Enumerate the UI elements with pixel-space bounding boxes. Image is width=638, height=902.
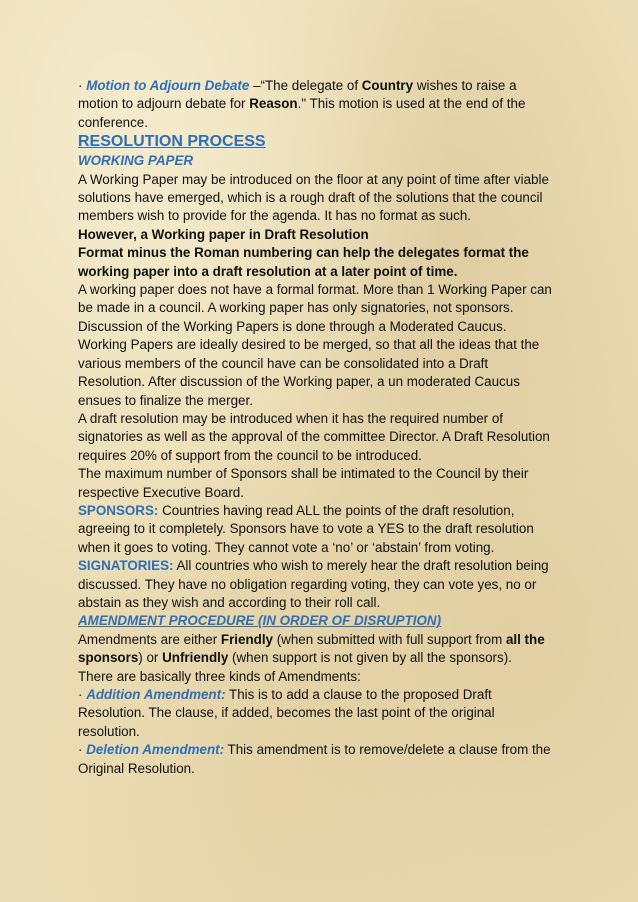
deletion-amendment-paragraph <box>78 741 558 778</box>
sponsors-max-paragraph: The maximum number of Sponsors shall be intimated to the Council by their respective Executive Board. <box>78 466 529 500</box>
working-paper-paragraph-2: A working paper does not have a formal format. More than 1 Working Paper can be made in a council. A working paper has only signatories, not sponsors. Discussion of the Working Papers is done through a Moderated Caucus. Working Papers are ideally desired to be merged, so that all the ideas that the various members of the council have can be consolidated into a Draft Resolution. After discussion of the Working paper, a un moderated Caucus ensues to finalize the merger. <box>78 282 552 408</box>
working-paper-paragraph: A Working Paper may be introduced on the floor at any point of time after viable solutions have emerged, which is a rough draft of the solutions that the council members wish to provide for the agenda. It has no format as such. <box>78 171 549 224</box>
motion-country: Country <box>361 78 414 93</box>
all-sponsors-term: all the sponsors <box>78 631 545 666</box>
bold-note-line1: However, a Working paper in Draft Resolution <box>78 226 369 242</box>
sponsors-text: Countries having read ALL the points of the draft resolution, agreeing to it completely. Sponsors have to vote a YES to the draft resolution when it goes to voting. They cannot vote a ‘no’ or ‘abstain’ from voting. <box>78 502 534 555</box>
deletion-amendment-text: This amendment is to remove/delete a clause from the Original Resolution. <box>78 742 551 776</box>
draft-resolution-paragraph: A draft resolution may be introduced when it has the required number of signatories as well as the approval of the committee Director. A Draft Resolution requires 20% of support from the council to be introduced. <box>78 410 550 463</box>
motion-text: wishes to raise a motion to adjourn debate for <box>78 78 517 112</box>
signatories-label: SIGNATORIES: <box>78 558 174 574</box>
resolution-process-heading: RESOLUTION PROCESS <box>78 133 266 151</box>
amendment-text: Amendments are either <box>78 631 221 647</box>
amendment-kinds-line: There are basically three kinds of Amendments: <box>78 668 361 684</box>
amendment-text: (when support is not given by all the sponsors). <box>228 650 512 666</box>
signatories-text: All countries who wish to merely hear the draft resolution being discussed. They have no obligation regarding voting, they can vote yes, no or abstain as they wish and according to their roll call. <box>78 558 549 610</box>
addition-amendment-title: Addition Amendment: <box>86 687 226 702</box>
motion-title: Motion to Adjourn Debate <box>86 78 250 93</box>
bullet: · <box>78 78 87 93</box>
unfriendly-term: Unfriendly <box>162 650 229 666</box>
motion-adjourn-paragraph <box>78 77 558 132</box>
amendment-text: ) or <box>138 650 163 666</box>
motion-dash: – <box>249 78 261 93</box>
friendly-term: Friendly <box>220 631 273 647</box>
motion-text: “The delegate of <box>260 78 362 93</box>
bullet: · <box>78 687 87 702</box>
bullet: · <box>78 742 87 758</box>
addition-amendment-paragraph <box>78 686 558 741</box>
sponsors-paragraph <box>78 502 558 557</box>
signatories-paragraph <box>78 557 558 612</box>
addition-amendment-text: This is to add a clause to the proposed Draft Resolution. The clause, if added, becomes the last point of the original resolution. <box>78 687 495 739</box>
amendment-text: (when submitted with full support from <box>273 631 506 647</box>
amendment-procedure-heading: AMENDMENT PROCEDURE (IN ORDER OF DISRUPTION) <box>78 613 442 629</box>
motion-text: ." This motion is used at the end of the conference. <box>78 96 526 130</box>
amendment-intro-paragraph <box>78 631 558 668</box>
document-content <box>78 77 558 778</box>
motion-reason: Reason <box>249 96 298 112</box>
bold-note-line2: Format minus the Roman numbering can help the delegates format the working paper into a draft resolution at a later point of time. <box>78 245 529 279</box>
sponsors-label: SPONSORS: <box>78 502 159 518</box>
deletion-amendment-title: Deletion Amendment: <box>86 742 225 758</box>
working-paper-heading: WORKING PAPER <box>78 153 194 169</box>
